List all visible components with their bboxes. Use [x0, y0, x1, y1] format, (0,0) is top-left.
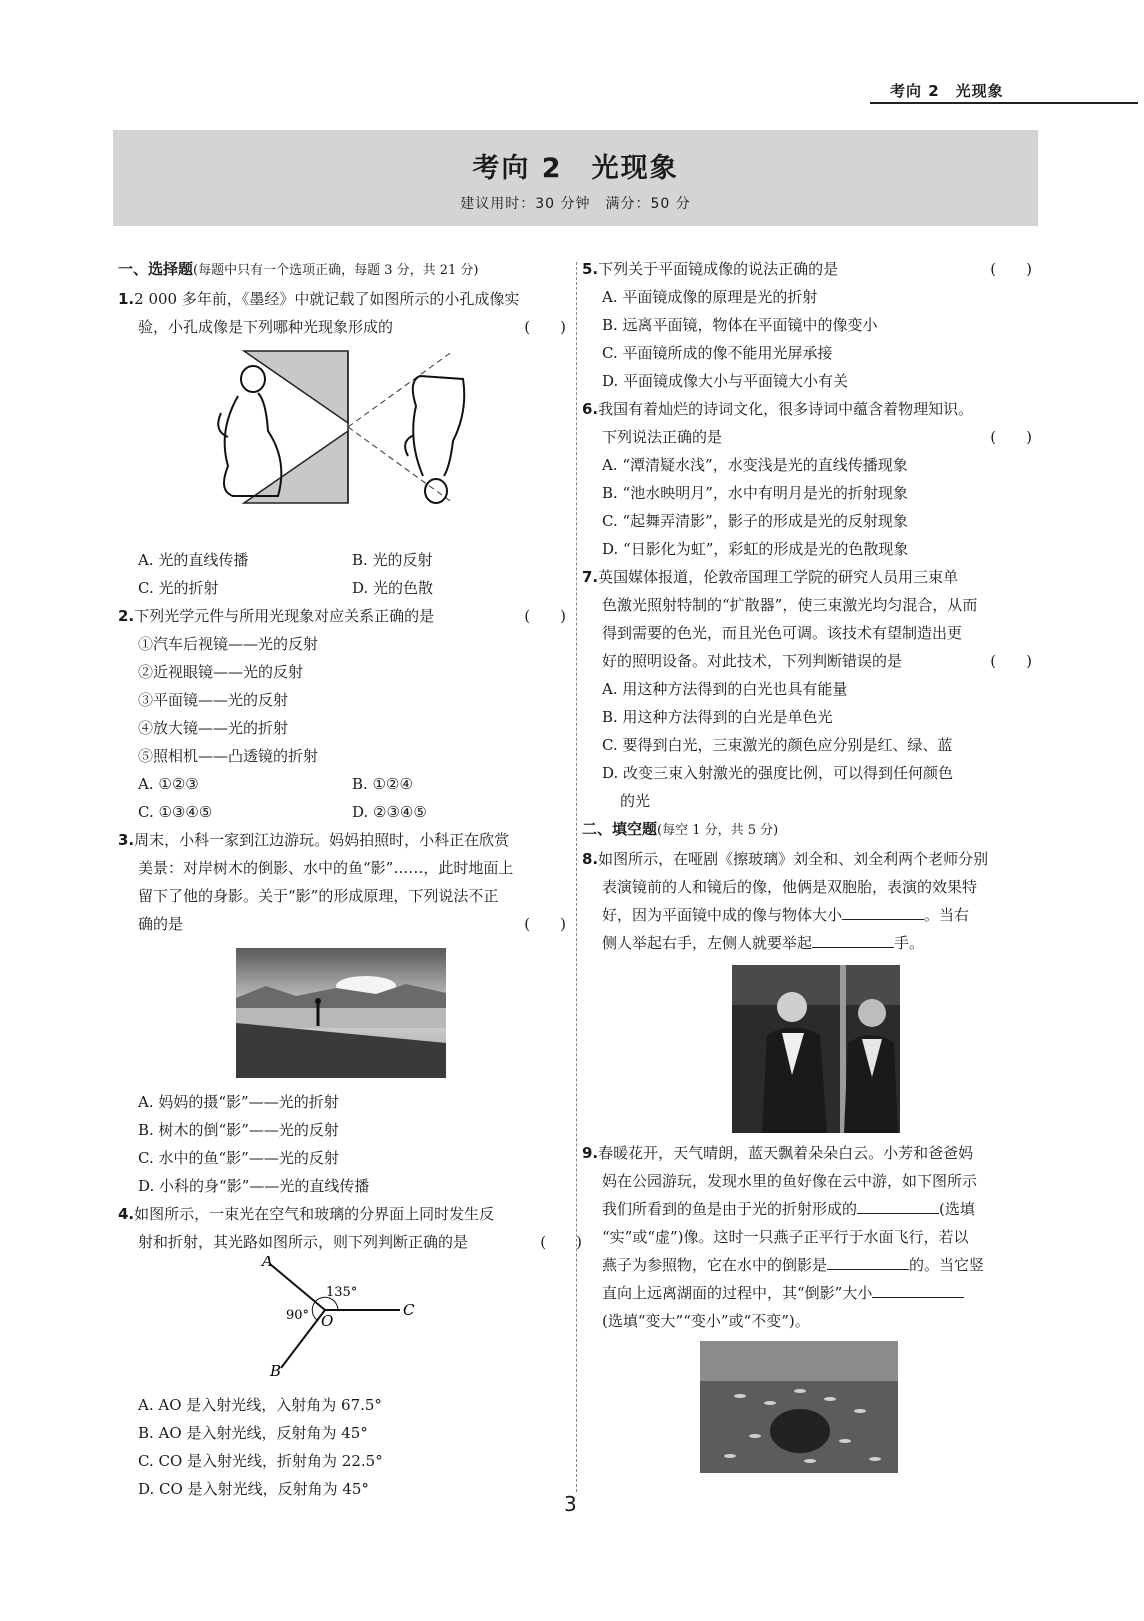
q9-blank-1[interactable] [857, 1195, 939, 1214]
label-B: B [270, 1362, 282, 1380]
q4-stem: 4.如图所示，一束光在空气和玻璃的分界面上同时发生反 [118, 1205, 495, 1223]
section2-heading: 二、填空题(每空 1 分，共 5 分) [582, 820, 779, 838]
label-A: A [262, 1256, 273, 1270]
right-column: 5.下列关于平面镜成像的说法正确的是 ( ) A. 平面镜成像的原理是光的折射 B. 远离平面镜，物体在平面镜中的像变小 C. 平面镜所成的像不能用光屏承接 D. 平面镜成像大小与平面镜大小有关 6.我国有着灿烂的诗词文化，很多诗词中蕴含着物理知识。 下列说法正确的是 ( ) A. “潭清疑水浅”，水变浅是光的直线传播现象 B. “池水映明月”，水中有明月是光的折射现象 C. “起舞弄清影”，影子的形成是光的反射现象 D. “日影化为虹”，彩虹的形成是光的色散现象 7.英国媒体报道，伦敦帝国理工学院的研究人员用三束单 色激光照射特制的“扩散器”，使三束激光均匀混合，从而 得到需要的色光，而且光色可调。该技术有望制造出更 好的照明设备。对此技术，下列判断错误的是 ( ) A. 用这种方法得到的白光也具有能量 B. 用这种方法得到的白光是单色光 C. 要得到白光，三束激光的颜色应分别是红、绿、蓝 D. 改变三束入射激光的强度比例，可以得到任何颜色 的光 二、填空题(每空 1 分，共 5 分) 8.如图所示，在哑剧《擦玻璃》刘全和、刘全利两个老师分别 表演镜前的人和镜后的像，他俩是双胞胎，表演的效果特 好，因为平面镜中成的像与物体大小 。当右 侧人举起右手，左侧人就要举起 手。 9.春暖花开，天气晴朗，蓝天飘着朵朵白云。小芳和爸爸妈 妈在公园游玩，发现水里的鱼好像在云中游，如下图所示 我们所看到的鱼是由于光的折射形成的 (选填 “实”或“虚”)像。这时一只燕子正平行于水面飞行，若以 燕子为参照物，它在水中的倒影是 的。当它竖 直向上远离湖面的过程中，其“倒影”大小 (选填“变大”“变小”或“不变”)。 [582, 255, 1032, 1482]
header-rule [870, 102, 1138, 104]
column-divider [576, 262, 577, 1492]
riverside-photo [118, 938, 566, 1088]
label-O: O [321, 1312, 334, 1330]
left-column: 一、选择题(每题中只有一个选项正确，每题 3 分，共 21 分) 1.2 000 多年前，《墨经》中就记载了如图所示的小孔成像实 验，小孔成像是下列哪种光现象形成的 ( ) A. 光的直线传播 B. 光的反射 C. 光的折射 D. 光的色散 2.下列光学元件与所用光现象对应关系正确的是 ( ) ①汽车后视镜——光的反射 ②近视眼镜——光的反射 ③平面镜——光的反射 ④放大镜——光的折射 ⑤照相机——凸透镜的折射 A. ①②③ B. ①②④ C. ①③④⑤ D. ②③④⑤ 3.周末，小科一家到江边游玩。妈妈拍照时，小科正在欣赏 美景：对岸树木的倒影、水中的鱼“影”……，此时地面上 留下了他的身影。关于“影”的形成原理，下列说法不正 确的是 ( ) A. 妈妈的摄“影”——光的折射 B. 树木的倒“影”——光的反射 C. 水中的鱼“影”——光的反射 D. 小科的身“影”——光的直线传播 4.如图所示，一束光在空气和玻璃的分界面上同时发生反 射和折射，其光路如图所示，则下列判断正确的是 ( ) A O C B 135° 90° A. AO 是入射光线，入射角为 67.5° B. AO 是入射光线，反射角为 45° C. CO 是入射光线，折射角为 22.5° D. CO 是入射光线，反射角为 45° [118, 255, 566, 1503]
q6-stem: 6.我国有着灿烂的诗词文化，很多诗词中蕴含着物理知识。 [582, 400, 974, 418]
angle-90: 90° [286, 1308, 310, 1323]
q9-stem: 9.春暖花开，天气晴朗，蓝天飘着朵朵白云。小芳和爸爸妈 [582, 1144, 974, 1162]
fish-pond-photo [582, 1335, 1032, 1482]
mirror-mime-photo [582, 957, 1032, 1139]
q8-blank-1[interactable] [842, 901, 924, 920]
title-banner [113, 130, 1038, 226]
q1-options-row1: A. 光的直线传播 B. 光的反射 [138, 551, 433, 569]
q9-blank-2[interactable] [827, 1251, 909, 1270]
q8-blank-2[interactable] [812, 929, 894, 948]
label-C: C [403, 1301, 415, 1319]
ray-diagram [118, 1256, 566, 1391]
q5-stem: 5.下列关于平面镜成像的说法正确的是 ( ) [582, 260, 1032, 278]
q7-stem: 7.英国媒体报道，伦敦帝国理工学院的研究人员用三束单 [582, 568, 959, 586]
q8-stem: 8.如图所示，在哑剧《擦玻璃》刘全和、刘全利两个老师分别 [582, 850, 989, 868]
q9-blank-3[interactable] [872, 1279, 964, 1298]
q3-stem: 3.周末，小科一家到江边游玩。妈妈拍照时，小科正在欣赏 [118, 831, 510, 849]
q1-stem: 1.2 000 多年前，《墨经》中就记载了如图所示的小孔成像实 [118, 290, 520, 308]
page-subtitle: 建议用时：30 分钟 满分：50 分 [460, 196, 691, 212]
section1-heading: 一、选择题(每题中只有一个选项正确，每题 3 分，共 21 分) [118, 260, 479, 278]
page-number: 3 [564, 1492, 577, 1516]
running-header: 考向 2 光现象 [890, 82, 1004, 100]
pinhole-figure [118, 341, 566, 546]
angle-135: 135° [326, 1285, 358, 1300]
q2-stem: 2.下列光学元件与所用光现象对应关系正确的是 ( ) [118, 607, 566, 625]
page-title: 考向 2 光现象 [472, 153, 679, 184]
